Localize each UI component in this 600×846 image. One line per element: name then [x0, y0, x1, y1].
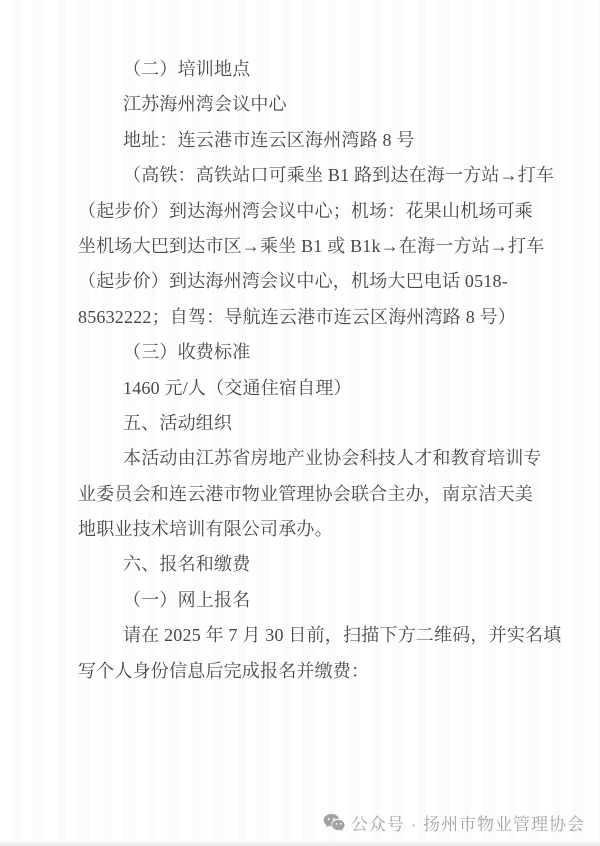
doc-line-signup-1: 请在 2025 年 7 月 30 日前，扫描下方二维码，并实名填 — [123, 625, 562, 646]
doc-line-organizers-1: 本活动由江苏省房地产业协会科技人才和教育培训专 — [123, 448, 542, 469]
watermark-text: 公众号 · 扬州市物业管理协会 — [350, 815, 585, 834]
doc-line-venue: 江苏海州湾会议中心 — [123, 94, 287, 115]
document-body — [78, 52, 562, 689]
doc-line-directions-4: （起步价）到达海州湾会议中心，机场大巴电话 0518- — [78, 271, 508, 292]
doc-line-section-5-heading: 五、活动组织 — [123, 412, 233, 433]
doc-line-fee: 1460 元/人（交通住宿自理） — [123, 377, 352, 398]
doc-line-signup-2: 写个人身份信息后完成报名并缴费： — [78, 660, 370, 681]
doc-line-organizers-3: 地职业技术培训有限公司承办。 — [78, 519, 333, 540]
doc-line-directions-2: （起步价）到达海州湾会议中心；机场：花果山机场可乘 — [78, 200, 533, 221]
doc-line-address: 地址：连云港市连云区海州湾路 8 号 — [123, 129, 415, 150]
doc-line-organizers-2: 业委员会和连云港市物业管理协会联合主办，南京洁天美 — [78, 483, 533, 504]
page-bottom-edge-shadow — [0, 841, 600, 846]
doc-line-online-signup-heading: （一）网上报名 — [123, 589, 251, 610]
watermark — [323, 810, 585, 835]
doc-line-directions-1: （高铁：高铁站口可乘坐 B1 路到达在海一方站→打车 — [123, 165, 555, 186]
wechat-icon — [323, 813, 345, 833]
doc-line-directions-3: 坐机场大巴到达市区→乘坐 B1 或 B1k→在海一方站→打车 — [78, 235, 545, 256]
doc-line-section-2-heading: （二）培训地点 — [123, 59, 251, 79]
doc-line-directions-5: 85632222；自驾：导航连云港市连云区海州湾路 8 号） — [78, 306, 516, 327]
doc-line-section-3-heading: （三）收费标准 — [123, 342, 251, 363]
doc-line-section-6-heading: 六、报名和缴费 — [123, 554, 251, 575]
